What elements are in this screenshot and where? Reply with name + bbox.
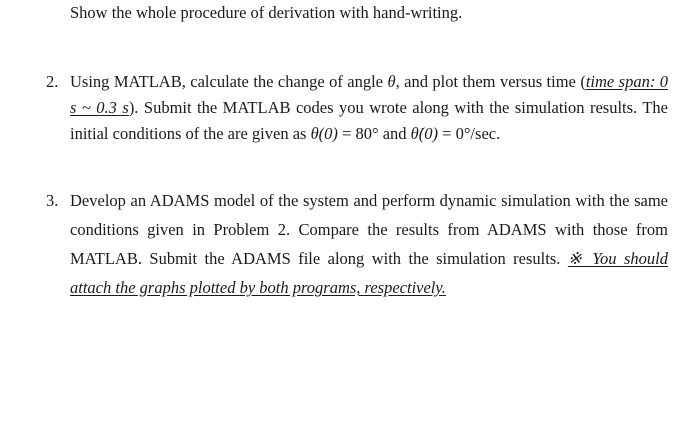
reference-note: ※ You should	[567, 249, 668, 268]
theta-symbol: θ	[387, 72, 396, 91]
problem-2-line-3	[70, 121, 668, 147]
problem-3-line-3	[70, 244, 668, 273]
problem-3-text	[70, 186, 668, 302]
problem-3-line-1: Develop an ADAMS model of the system and perform dynamic simulation with the same	[70, 191, 668, 210]
problem-2-line-1	[70, 69, 668, 95]
problem-2-line-1-text-b: , and plot them versus time (	[395, 72, 586, 91]
initial-angle-value: = 80° and	[342, 124, 407, 143]
intro-instruction: Show the whole procedure of derivation with hand-writing.	[70, 3, 463, 22]
problem-3-line-4	[70, 273, 668, 302]
problem-2-text	[70, 69, 668, 147]
attach-graphs-note: attach the graphs plotted by both programs, respectively.	[70, 278, 446, 297]
problem-3-line-3-text: MATLAB. Submit the ADAMS file along with the simulation results.	[70, 249, 561, 268]
problem-3-line-2: conditions given in Problem 2. Compare the results from ADAMS with those from	[70, 220, 668, 239]
problem-2-line-1-text: Using MATLAB, calculate the change of angle	[70, 72, 384, 91]
initial-angle-symbol: θ(0)	[310, 124, 338, 143]
problem-2-number: 2.	[46, 72, 59, 91]
initial-velocity-value: = 0°/sec.	[442, 124, 501, 143]
problem-2-line-3-text: initial conditions of the are given as	[70, 124, 307, 143]
time-span-end: s ~ 0.3 s	[70, 98, 129, 117]
problem-2-line-2-text: ). Submit the MATLAB codes you wrote along with the simulation results. The	[128, 98, 668, 117]
time-span-start: time span: 0	[585, 72, 669, 91]
initial-velocity-symbol: θ̇(0)	[410, 124, 439, 143]
problem-2-line-2	[70, 95, 668, 121]
problem-3-number: 3.	[46, 191, 59, 210]
